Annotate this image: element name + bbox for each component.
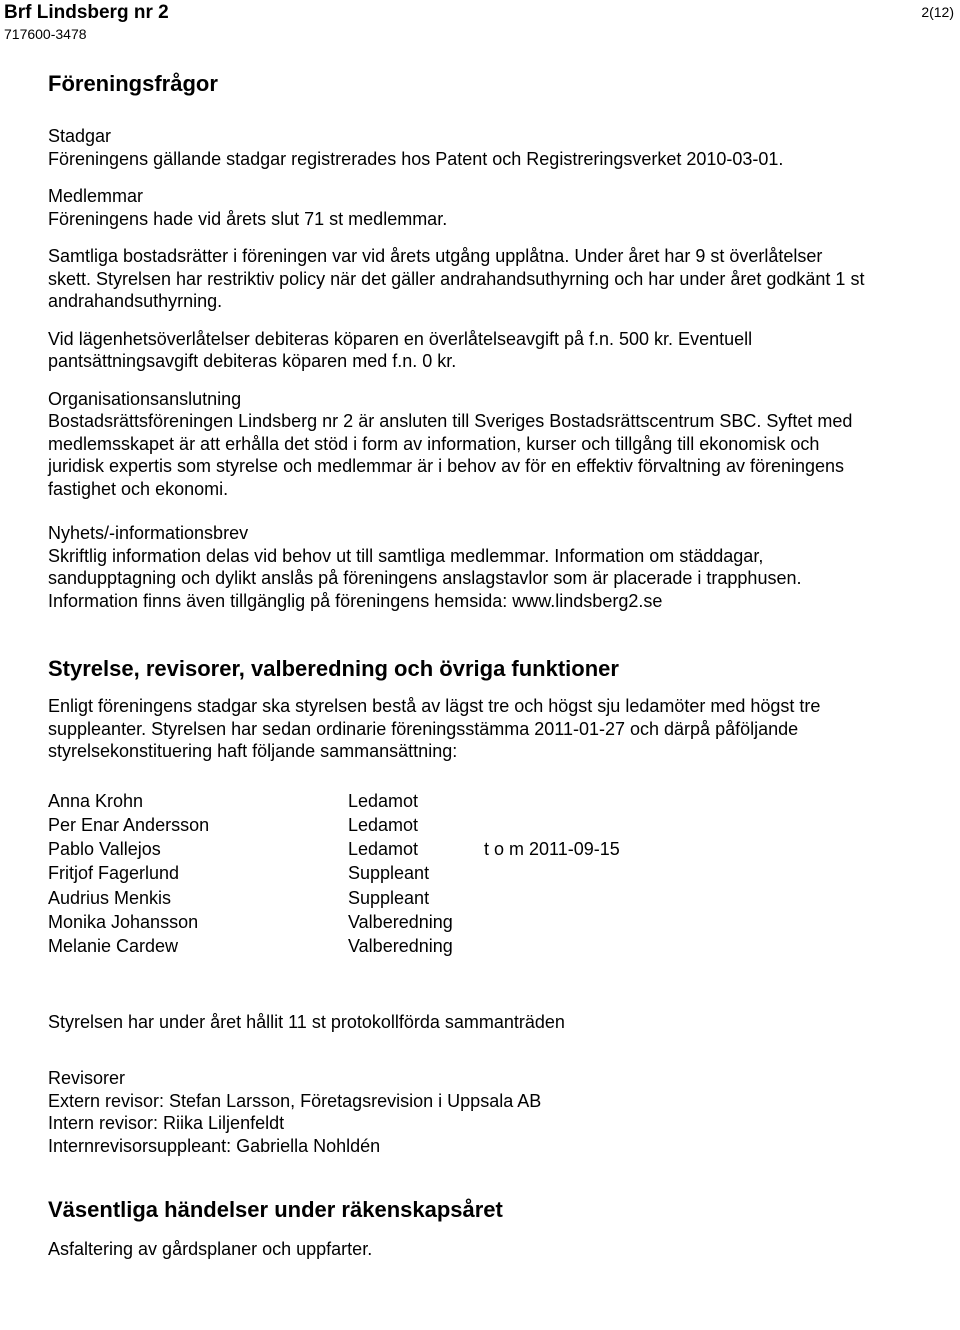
paragraph-org-line: fastighet och ekonomi. — [48, 478, 229, 499]
member-note: t o m 2011-09-15 — [484, 839, 620, 860]
paragraph-meetings: Styrelsen har under året hållit 11 st protokollförda sammanträden — [48, 1011, 565, 1032]
paragraph-nyhet-line: sandupptagning och dylikt anslås på föreningens anslagstavlor som är placerade i trapphusen. — [48, 568, 802, 588]
member-name: Melanie Cardew — [48, 936, 179, 957]
section-title-styrelse: Styrelse, revisorer, valberedning och övriga funktioner — [48, 656, 619, 681]
board-member-row — [48, 886, 948, 910]
member-note — [484, 813, 784, 837]
paragraph-avgift-line: Vid lägenhetsöverlåtelser debiteras köparen en överlåtelseavgift på f.n. 500 kr. Eventuell — [48, 328, 753, 349]
subhead-organisationsanslutning: Organisationsanslutning — [48, 388, 242, 409]
member-role: Ledamot — [348, 790, 419, 811]
member-name: Anna Krohn — [48, 790, 144, 811]
board-member-list — [48, 789, 948, 959]
member-role: Ledamot — [348, 839, 419, 860]
document-body — [48, 70, 948, 1261]
paragraph-org-line: medlemsskapet är att erhålla det stöd i form av information, kurser och tillgång till ekonomisk och — [48, 433, 820, 454]
subhead-medlemmar: Medlemmar — [48, 186, 144, 206]
board-member-row — [48, 910, 948, 934]
member-role: Ledamot — [348, 814, 419, 835]
board-member-row — [48, 813, 948, 837]
board-member-row — [48, 789, 948, 813]
paragraph-org-line: Bostadsrättsföreningen Lindsberg nr 2 är ansluten till Sveriges Bostadsrättscentrum SBC. Syftet med — [48, 411, 853, 431]
org-name: Brf Lindsberg nr 2 — [4, 2, 169, 23]
member-role: Suppleant — [348, 887, 430, 908]
page-header — [0, 0, 960, 48]
revisor-intern: Intern revisor: Riika Liljenfeldt — [48, 1113, 285, 1134]
section-title-foreningsfragor: Föreningsfrågor — [48, 71, 218, 96]
org-number: 717600-3478 — [4, 26, 87, 42]
page-number: 2(12) — [921, 4, 954, 20]
paragraph-styrelse-intro-line: Enligt föreningens stadgar ska styrelsen bestå av lägst tre och högst sju ledamöter med högst tre — [48, 696, 821, 716]
member-name: Monika Johansson — [48, 911, 199, 932]
paragraph-nyhet-line: Skriftlig information delas vid behov ut till samtliga medlemmar. Information om städdagar, — [48, 545, 764, 566]
member-note — [484, 934, 784, 958]
board-member-row — [48, 934, 948, 958]
revisor-extern: Extern revisor: Stefan Larsson, Företagsrevision i Uppsala AB — [48, 1090, 542, 1111]
paragraph-handelser: Asfaltering av gårdsplaner och uppfarter. — [48, 1239, 373, 1260]
member-note — [484, 861, 784, 885]
paragraph-stadgar: Föreningens gällande stadgar registrerades hos Patent och Registreringsverket 2010-03-01. — [48, 148, 784, 169]
paragraph-styrelse-intro-line: suppleanter. Styrelsen har sedan ordinarie föreningsstämma 2011-01-27 och därpå påföljande — [48, 718, 799, 739]
member-role: Valberedning — [348, 936, 453, 957]
paragraph-avgift-line: pantsättningsavgift debiteras köparen med f.n. 0 kr. — [48, 351, 457, 371]
member-name: Fritjof Fagerlund — [48, 863, 180, 884]
member-note — [484, 886, 784, 910]
member-name: Per Enar Andersson — [48, 814, 210, 835]
member-name: Pablo Vallejos — [48, 839, 161, 860]
member-role: Valberedning — [348, 911, 453, 932]
subhead-revisorer: Revisorer — [48, 1068, 126, 1089]
paragraph-bostadsratter-line: andrahandsuthyrning. — [48, 291, 223, 311]
revisor-suppleant: Internrevisorsuppleant: Gabriella Nohldén — [48, 1135, 381, 1156]
member-role: Suppleant — [348, 863, 430, 884]
paragraph-nyhet-line: Information finns även tillgänglig på föreningens hemsida: www.lindsberg2.se — [48, 590, 663, 611]
board-member-row — [48, 861, 948, 885]
section-title-handelser: Väsentliga händelser under räkenskapsåret — [48, 1197, 503, 1223]
paragraph-bostadsratter-line: skett. Styrelsen har restriktiv policy när det gäller andrahandsuthyrning och har under året godkänt 1 st — [48, 268, 865, 289]
member-note — [484, 789, 784, 813]
member-note — [484, 910, 784, 934]
paragraph-org-line: juridisk expertis som styrelse och medlemmar är i behov av för en effektiv förvaltning av föreningens — [48, 456, 845, 476]
subhead-nyhetsbrev: Nyhets/-informationsbrev — [48, 523, 249, 543]
paragraph-styrelse-intro-line: styrelsekonstituering haft följande sammansättning: — [48, 741, 458, 761]
paragraph-bostadsratter-line: Samtliga bostadsrätter i föreningen var vid årets utgång upplåtna. Under året har 9 st överlåtelser — [48, 246, 823, 266]
paragraph-medlemmar: Föreningens hade vid årets slut 71 st medlemmar. — [48, 208, 448, 229]
subhead-stadgar: Stadgar — [48, 126, 112, 146]
member-name: Audrius Menkis — [48, 887, 172, 908]
board-member-row — [48, 837, 948, 861]
